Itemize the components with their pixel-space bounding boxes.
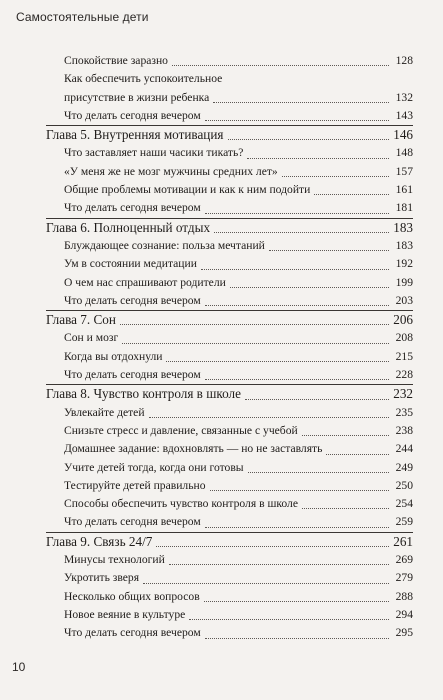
toc-entry-title: Что делать сегодня вечером xyxy=(64,108,201,122)
toc-entry-page: 208 xyxy=(395,331,413,345)
toc-entry[interactable] xyxy=(46,52,413,70)
toc-entry-page: 143 xyxy=(395,108,413,122)
dot-leader xyxy=(314,194,389,195)
toc-entry-page: 148 xyxy=(395,146,413,160)
toc-entry-page: 132 xyxy=(395,90,413,104)
toc-entry-page: 279 xyxy=(395,571,413,585)
toc-entry-title-line2: присутствие в жизни ребенка xyxy=(64,90,210,104)
toc-entry-title: Укротить зверя xyxy=(64,571,140,585)
toc-chapter[interactable] xyxy=(46,219,413,237)
toc-chapter-page: 232 xyxy=(393,386,413,402)
toc-entry[interactable] xyxy=(46,606,413,624)
toc-entry[interactable] xyxy=(46,348,413,366)
toc-chapter-title: Глава 8. Чувство контроля в школе xyxy=(46,386,241,402)
toc-chapter-page: 206 xyxy=(393,312,413,328)
toc-entry-title: Несколько общих вопросов xyxy=(64,589,200,603)
dot-leader xyxy=(230,287,389,288)
dot-leader xyxy=(302,435,389,436)
dot-leader xyxy=(228,139,390,140)
toc-entry-page: 183 xyxy=(395,238,413,252)
toc-entry-title: Ум в состоянии медитации xyxy=(64,257,197,271)
dot-leader xyxy=(189,619,389,620)
toc-entry-page: 128 xyxy=(395,54,413,67)
dot-leader xyxy=(205,213,389,214)
dot-leader xyxy=(214,232,389,233)
toc-entry[interactable] xyxy=(46,422,413,440)
dot-leader xyxy=(205,120,389,121)
toc-entry[interactable] xyxy=(46,569,413,587)
toc-entry-page: 228 xyxy=(395,368,413,382)
toc-section xyxy=(46,125,413,217)
toc-chapter-page: 146 xyxy=(393,127,413,143)
dot-leader xyxy=(210,490,389,491)
page-number: 10 xyxy=(12,660,26,674)
toc-entry-page: 215 xyxy=(395,349,413,363)
toc-chapter-page: 261 xyxy=(393,533,413,549)
toc-entry-page: 181 xyxy=(395,201,413,215)
table-of-contents xyxy=(46,52,413,643)
toc-entry[interactable] xyxy=(46,255,413,273)
toc-entry-title: Сон и мозг xyxy=(64,331,119,345)
dot-leader xyxy=(213,102,389,103)
toc-entry-page: 250 xyxy=(395,478,413,492)
toc-entry[interactable] xyxy=(46,551,413,569)
toc-entry-title: Снизьте стресс и давление, связанные с учебой xyxy=(64,423,298,437)
toc-entry[interactable] xyxy=(46,70,413,107)
dot-leader xyxy=(149,417,389,418)
toc-entry-line2 xyxy=(46,89,413,107)
toc-entry[interactable] xyxy=(46,513,413,531)
toc-entry[interactable] xyxy=(46,237,413,255)
toc-entry[interactable] xyxy=(46,477,413,495)
dot-leader xyxy=(205,527,389,528)
dot-leader xyxy=(169,564,389,565)
toc-entry[interactable] xyxy=(46,459,413,477)
toc-entry[interactable] xyxy=(46,495,413,513)
toc-section xyxy=(46,310,413,384)
running-head: Самостоятельные дети xyxy=(16,10,149,24)
toc-chapter-title: Глава 7. Сон xyxy=(46,312,116,328)
toc-entry-page: 235 xyxy=(395,405,413,419)
toc-entry[interactable] xyxy=(46,624,413,642)
toc-section xyxy=(46,384,413,531)
toc-entry-page: 161 xyxy=(395,183,413,197)
toc-entry-title: «У меня же не мозг мужчины средних лет» xyxy=(64,164,278,178)
toc-section xyxy=(46,532,413,643)
toc-chapter[interactable] xyxy=(46,385,413,403)
toc-entry-page: 294 xyxy=(395,607,413,621)
toc-entry[interactable] xyxy=(46,329,413,347)
toc-entry-title: Новое веяние в культуре xyxy=(64,607,186,621)
toc-entry-page: 269 xyxy=(395,553,413,567)
toc-entry-title: Что делать сегодня вечером xyxy=(64,515,201,529)
dot-leader xyxy=(282,176,389,177)
toc-entry-page: 249 xyxy=(395,460,413,474)
toc-chapter-title: Глава 9. Связь 24/7 xyxy=(46,533,153,549)
toc-entry[interactable] xyxy=(46,107,413,125)
dot-leader xyxy=(166,361,389,362)
toc-entry-title: Что заставляет наши часики тикать? xyxy=(64,146,244,160)
toc-entry-title: Что делать сегодня вечером xyxy=(64,368,201,382)
toc-entry-page: 254 xyxy=(395,497,413,511)
dot-leader xyxy=(156,546,389,547)
toc-section xyxy=(46,52,413,125)
toc-chapter[interactable] xyxy=(46,533,413,551)
dot-leader xyxy=(201,269,389,270)
toc-entry-title: Домашнее задание: вдохновлять — но не заставлять xyxy=(64,442,323,456)
dot-leader xyxy=(248,472,389,473)
toc-entry-title: Что делать сегодня вечером xyxy=(64,626,201,640)
toc-entry-page: 259 xyxy=(395,515,413,529)
dot-leader xyxy=(120,324,389,325)
toc-entry[interactable] xyxy=(46,404,413,422)
dot-leader xyxy=(143,583,389,584)
dot-leader xyxy=(302,508,389,509)
dot-leader xyxy=(205,379,389,380)
toc-entry[interactable] xyxy=(46,274,413,292)
toc-entry[interactable] xyxy=(46,292,413,310)
toc-entry-title: Способы обеспечить чувство контроля в школе xyxy=(64,497,298,511)
dot-leader xyxy=(326,454,389,455)
dot-leader xyxy=(205,638,389,639)
toc-entry[interactable] xyxy=(46,588,413,606)
dot-leader xyxy=(245,399,389,400)
toc-entry-page: 244 xyxy=(395,442,413,456)
toc-entry[interactable] xyxy=(46,366,413,384)
toc-chapter[interactable] xyxy=(46,311,413,329)
toc-entry[interactable] xyxy=(46,144,413,162)
toc-entry-title: Увлекайте детей xyxy=(64,405,145,419)
toc-entry-page: 199 xyxy=(395,275,413,289)
toc-entry-title: Спокойствие заразно xyxy=(64,54,168,67)
toc-entry-page: 238 xyxy=(395,423,413,437)
toc-entry-title: Минусы технологий xyxy=(64,553,165,567)
toc-entry-title: Что делать сегодня вечером xyxy=(64,293,201,307)
toc-chapter[interactable] xyxy=(46,126,413,144)
toc-entry-page: 192 xyxy=(395,257,413,271)
toc-entry-title: Тестируйте детей правильно xyxy=(64,478,206,492)
toc-entry-page: 157 xyxy=(395,164,413,178)
toc-entry[interactable] xyxy=(46,199,413,217)
toc-entry-title: Когда вы отдохнули xyxy=(64,349,163,363)
dot-leader xyxy=(122,343,389,344)
toc-section xyxy=(46,218,413,310)
toc-chapter-title: Глава 6. Полноценный отдых xyxy=(46,219,211,235)
toc-entry-page: 203 xyxy=(395,293,413,307)
toc-chapter-title: Глава 5. Внутренняя мотивация xyxy=(46,127,224,143)
dot-leader xyxy=(172,65,389,66)
dot-leader xyxy=(269,250,389,251)
toc-entry[interactable] xyxy=(46,181,413,199)
toc-entry-title: Общие проблемы мотивации и как к ним подойти xyxy=(64,183,311,197)
dot-leader xyxy=(205,305,389,306)
toc-entry[interactable] xyxy=(46,440,413,458)
toc-chapter-page: 183 xyxy=(393,219,413,235)
dot-leader xyxy=(204,601,389,602)
toc-entry-title: Блуждающее сознание: польза мечтаний xyxy=(64,238,265,252)
toc-entry[interactable] xyxy=(46,163,413,181)
dot-leader xyxy=(247,158,389,159)
toc-entry-page: 295 xyxy=(395,626,413,640)
toc-entry-title-line1: Как обеспечить успокоительное xyxy=(64,72,223,86)
toc-entry-title: О чем нас спрашивают родители xyxy=(64,275,226,289)
toc-entry-page: 288 xyxy=(395,589,413,603)
toc-entry-title: Что делать сегодня вечером xyxy=(64,201,201,215)
toc-entry-title: Учите детей тогда, когда они готовы xyxy=(64,460,244,474)
